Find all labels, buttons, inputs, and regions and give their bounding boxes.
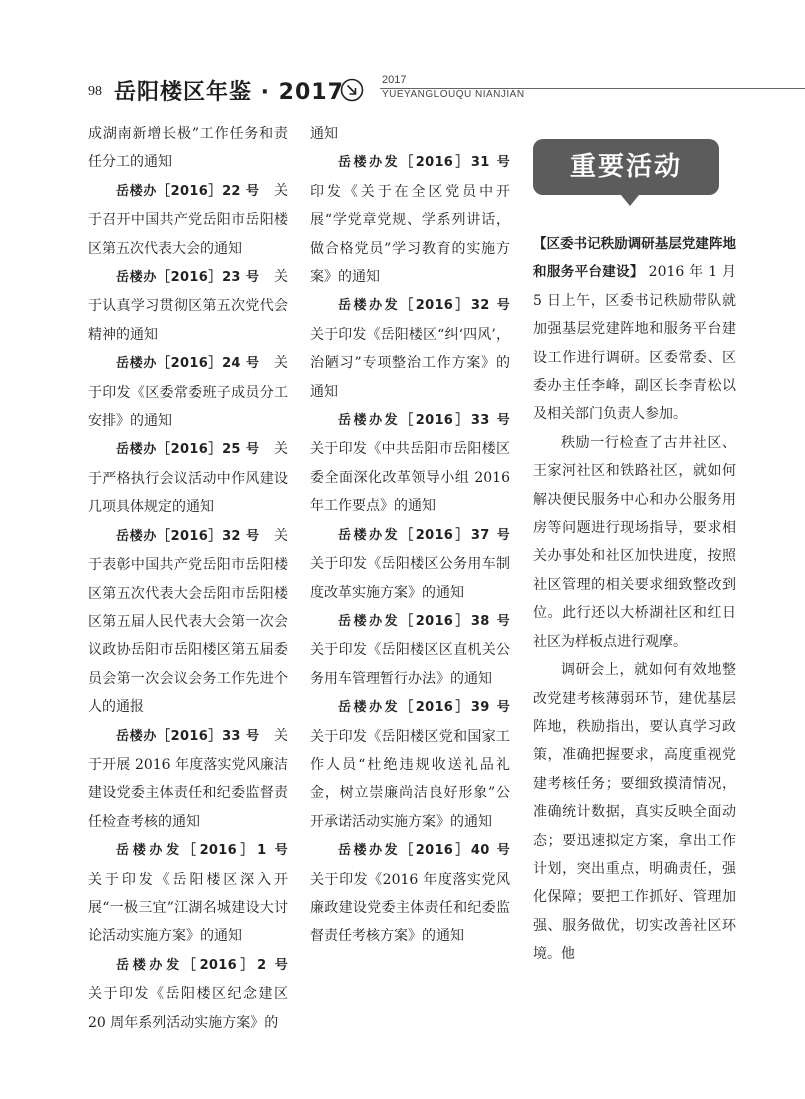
article-lead-text: 2016 年 1 月 5 日上午，区委书记秩励带队就加强基层党建阵地和服务平台建设工作进行调研。区委常委、区委办主任李峰，副区长李青松以及相关部门负责人参加。 <box>533 264 737 423</box>
document-title: 关于印发《中共岳阳市岳阳楼区委全面深化改革领导小组 2016 年工作要点》的通知 <box>310 441 510 515</box>
document-title: 关于印发《岳阳楼区公务用车制度改革实施方案》的通知 <box>310 556 510 601</box>
document-number: 岳楼办［2016］22 号 <box>116 183 260 199</box>
year-en: 2017 <box>382 74 407 86</box>
document-title: 关于印发《区委常委班子成员分工安排》的通知 <box>88 355 289 430</box>
document-entry <box>88 722 288 837</box>
article-paragraph: 调研会上，就如何有效地整改党建考核薄弱环节，建优基层阵地，秩励指出，要认真学习政策，准确把握要求，高度重视党建考核任务；要细致摸清情况，准确统计数据，真实反映全面动态；要迅速拟定方案，拿出工作计划，突出重点，明确责任，强化保障；要把工作抓好、管理加强、服务做优，切实改善社区环境。他 <box>533 662 736 963</box>
document-title: 关于印发《岳阳楼区“纠‘四风’，治陋习”专项整治工作方案》的通知 <box>310 326 510 400</box>
document-number: 岳楼办发［2016］2 号 <box>116 957 288 973</box>
page-number: 98 <box>88 84 102 99</box>
document-entry <box>310 406 510 521</box>
page-header <box>0 74 805 110</box>
badge-pointer <box>621 195 639 206</box>
continued-text: 通知 <box>310 126 338 142</box>
document-list-column-1 <box>88 120 288 1037</box>
document-title: 关于严格执行会议活动中作风建设几项具体规定的通知 <box>88 441 289 516</box>
document-number: 岳楼办发［2016］37 号 <box>338 527 510 543</box>
continued-text: 成湖南新增长极”工作任务和责任分工的通知 <box>88 126 288 171</box>
document-number: 岳楼办发［2016］1 号 <box>116 843 288 859</box>
document-number: 岳楼办［2016］24 号 <box>116 356 260 372</box>
document-title: 关于印发《岳阳楼区纪念建区 20 周年系列活动实施方案》的 <box>88 986 288 1031</box>
document-number: 岳楼办发［2016］33 号 <box>338 413 510 429</box>
document-number: 岳楼办发［2016］39 号 <box>338 700 510 716</box>
document-title: 关于印发《岳阳楼区党和国家工作人员“杜绝违规收送礼品礼金，树立崇廉尚洁良好形象”公开承诺活动实施方案》的通知 <box>310 728 510 830</box>
document-number: 岳楼办［2016］33 号 <box>116 728 260 744</box>
document-title: 关于印发《2016 年度落实党风廉政建设党委主体责任和纪委监督责任考核方案》的通知 <box>310 871 510 945</box>
document-entry <box>88 263 288 349</box>
section-badge <box>533 139 719 195</box>
article-paragraph: 秩励一行检查了古井社区、王家河社区和铁路社区，就如何解决便民服务中心和办公服务用房等问题进行现场指导，要求相关办事处和社区加快进度，按照社区管理的相关要求细致整改到位。此行还以大桥湖社区和红日社区为样板点进行观摩。 <box>533 434 736 650</box>
document-entry <box>310 291 510 406</box>
book-title: 岳阳楼区年鉴 · 2017 <box>114 80 344 105</box>
document-title: 关于召开中国共产党岳阳市岳阳楼区第五次代表大会的通知 <box>88 182 289 257</box>
document-entry <box>88 435 288 521</box>
article-column <box>533 230 736 969</box>
article-title: 【区委书记秩励调研基层党建阵地和服务平台建设】 <box>533 236 736 281</box>
document-number: 岳楼办［2016］25 号 <box>116 442 260 458</box>
document-title: 关于开展 2016 年度落实党风廉洁建设党委主体责任和纪委监督责任检查考核的通知 <box>88 727 289 830</box>
document-list-column-2 <box>310 120 510 951</box>
section-title: 重要活动 <box>569 152 682 182</box>
document-entry <box>88 951 288 1037</box>
document-entry <box>88 522 288 722</box>
document-title: 关于印发《岳阳楼区区直机关公务用车管理暂行办法》的通知 <box>310 642 510 687</box>
yearbook-name-en: YUEYANGLOUQU NIANJIAN <box>382 89 525 100</box>
document-number: 岳楼办发［2016］38 号 <box>338 613 510 629</box>
document-title: 关于认真学习贯彻区第五次党代会精神的通知 <box>88 269 289 343</box>
document-title: 印发《关于在全区党员中开展“学党章党规、学系列讲话，做合格党员”学习教育的实施方案》的通知 <box>310 183 510 286</box>
arrow-circle-icon <box>340 78 364 102</box>
document-title: 关于表彰中国共产党岳阳市岳阳楼区第五次代表大会岳阳市岳阳楼区第五届人民代表大会第一次会议政协岳阳市岳阳楼区第五届委员会第一次会议会务工作先进个人的通报 <box>88 527 289 716</box>
document-entry <box>310 607 510 693</box>
document-number: 岳楼办发［2016］32 号 <box>338 298 510 314</box>
document-entry <box>310 693 510 836</box>
document-entry <box>310 521 510 607</box>
document-title: 关于印发《岳阳楼区深入开展“一极三宜”江湖名城建设大讨论活动实施方案》的通知 <box>88 871 288 945</box>
document-entry <box>310 836 510 951</box>
document-number: 岳楼办发［2016］40 号 <box>338 843 510 859</box>
document-entry <box>88 349 288 435</box>
document-entry <box>88 177 288 263</box>
document-entry <box>310 148 510 291</box>
document-entry <box>88 836 288 951</box>
document-number: 岳楼办发［2016］31 号 <box>338 155 510 171</box>
article-lead <box>533 230 736 429</box>
document-number: 岳楼办［2016］23 号 <box>116 270 260 286</box>
document-number: 岳楼办［2016］32 号 <box>116 528 260 544</box>
